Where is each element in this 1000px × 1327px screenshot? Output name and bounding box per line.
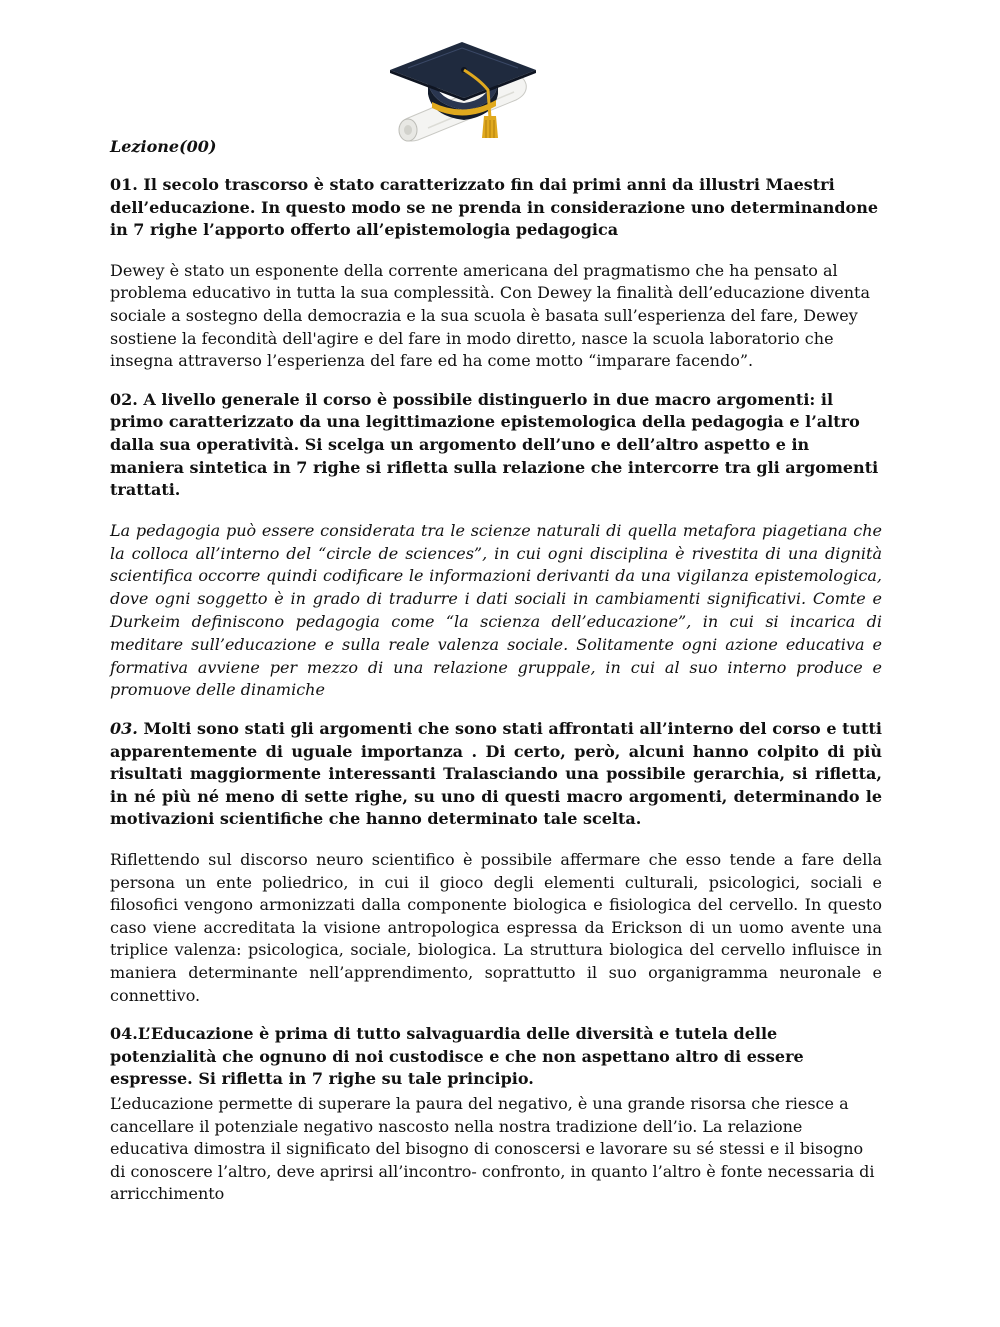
document-body [110,136,882,1222]
lesson-label: Lezione(00) [110,137,217,156]
question-4: 04.L’Educazione è prima di tutto salvaguardia delle diversità e tutela delle potenzialità che ognuno di noi custodisce e che non aspettano altro di essere espresse. Si rifletta in 7 righe su tale principio. [110,1024,804,1089]
graduation-cap-diploma-icon [388,40,540,144]
question-3-text: Molti sono stati gli argomenti che sono stati affrontati all’interno del corso e tutti apparentemente di uguale importanza . Di certo, però, alcuni hanno colpito di più risultati maggiormente interessanti Tralasciando una possibile gerarchia, si rifletta, in né più né meno di sette righe, su uno di questi macro argomenti, determinando le motivazioni scientifiche che hanno determinato tale scelta. [110,719,882,829]
question-2: 02. A livello generale il corso è possibile distinguerlo in due macro argomenti: il primo caratterizzato da una legittimazione epistemologica della pedagogia e l’altro dalla sua operatività. Si scelga un argomento dell’uno e dell’altro aspetto e in maniera sintetica in 7 righe si rifletta sulla relazione che intercorre tra gli argomenti trattati. [110,389,879,500]
answer-3: Riflettendo sul discorso neuro scientifico è possibile affermare che esso tende a fare della persona un ente poliedrico, in cui il gioco degli elementi culturali, psicologici, sociali e filosofici vengono armonizzati dalla componente biologica e fisiologica del cervello. In questo caso viene accreditata la visione antropologica espressa da Erickson di un uomo avente una triplice valenza: psicologica, sociale, biologica. La struttura biologica del cervello influisce in maniera determinante nell’apprendimento, soprattutto il suo organigramma neuronale e connettivo. [110,850,882,1005]
answer-4: L’educazione permette di superare la paura del negativo, è una grande risorsa che riesce a cancellare il potenziale negativo nascosto nella nostra tradizione dell’io. La relazione educativa dimostra il significato del bisogno di conoscersi e lavorare su sé stessi e il bisogno di conoscere l’altro, deve aprirsi all’incontro- confronto, in quanto l’altro è fonte necessaria di arricchimento [110,1094,875,1204]
question-1: 01. Il secolo trascorso è stato caratterizzato fin dai primi anni da illustri Maestri dell’educazione. In questo modo se ne prenda in considerazione uno determinandone in 7 righe l’apporto offerto all’epistemologia pedagogica [110,175,879,240]
answer-1: Dewey è stato un esponente della corrente americana del pragmatismo che ha pensato al problema educativo in tutta la sua complessità. Con Dewey la finalità dell’educazione diventa sociale a sostegno della democrazia e la sua scuola è basata sull’esperienza del fare, Dewey sostiene la fecondità dell'agire e del fare in modo diretto, nasce la scuola laboratorio che insegna attraverso l’esperienza del fare ed ha come motto “imparare facendo”. [110,260,870,371]
answer-2: La pedagogia può essere considerata tra le scienze naturali di quella metafora piagetiana che la colloca all’interno del “circle de sciences”, in cui ogni disciplina è rivestita di una dignità scientifica occorre quindi codificare le informazioni derivanti da una vigilanza epistemologica, dove ogni soggetto è in grado di tradurre i dati sociali in cambiamenti significativi. Comte e Durkeim definiscono pedagogia come “la scienza dell’educazione”, in cui si incarica di meditare sull’educazione e sulla reale valenza sociale. Solitamente ogni azione educativa e formativa avviene per mezzo di una relazione gruppale, in cui al suo interno produce e promuove delle dinamiche [110,520,882,700]
question-3-number: 03. [110,719,138,739]
question-3 [110,718,882,831]
